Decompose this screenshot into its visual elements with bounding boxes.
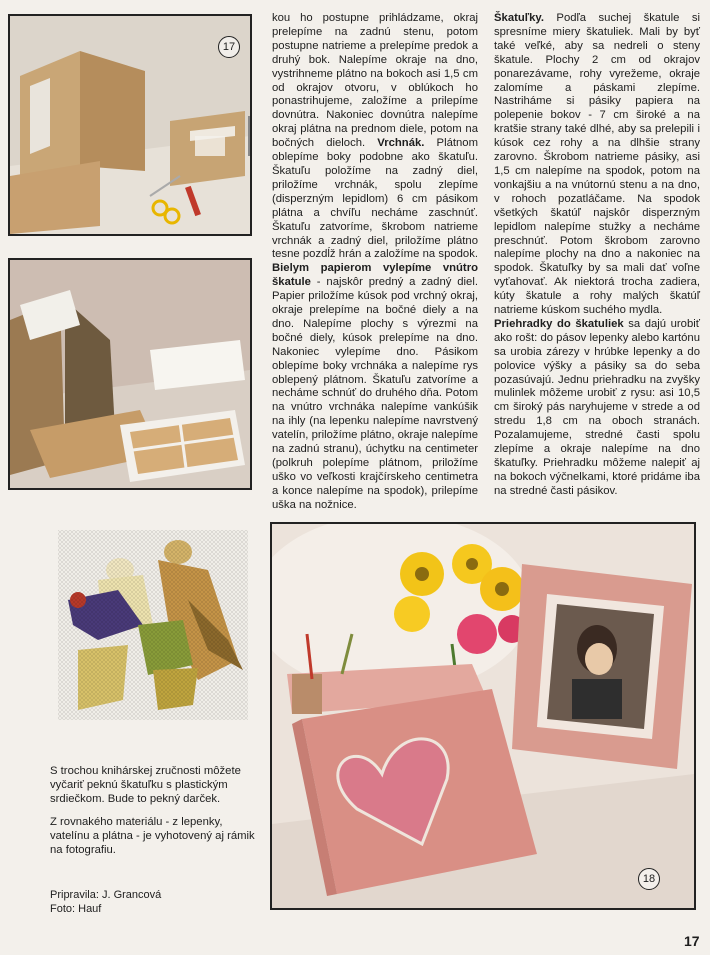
article-text: - najskôr predný a zadný diel. Papier priložíme kúsok pod vrchný okraj, okraje prelepíme na bočné diely a na dno. Nalepíme plochy s výrezmi na bočné diely, kúsok prelepíme na dno. Nakoniec vylepíme dno. Pásikom oblepíme boky vrchnáka a nalepíme rys oblepený plátnom. Škatuľu zatvoríme a necháme schnúť do druhého dňa. Potom na vnútro vrchnáka nalepíme vankúšik na ihly (na lepenku nalepíme navrstvený vatelín, priložíme plátno, okraje nalepíme na zadnú stranu), úchytku na centimeter (polkruh polepíme plátnom, priložíme uško vo veľkosti krajčírskeho centimetra a konce nalepíme na spodok), prilepíme uška na nožnice. — [272, 276, 478, 511]
photo-number-badge: 18 — [638, 868, 660, 890]
photo-box-assembly — [8, 258, 252, 490]
caption-paragraph: S trochou knihárskej zručnosti môžete vyčariť peknú škatuľku s plastickým srdiečkom. Bude to pekný darček. — [50, 765, 241, 806]
section-heading-boxes: Škatuľky. — [494, 12, 544, 24]
article-text: Podľa suchej škatule si spresníme miery škatuliek. Mali by byť také veľké, aby sa nedreli o steny škatule. Plochy 2 cm od okrajov ponarezávame, rohy vyrežeme, okraje zalomíme a páskami zlepíme. Nastriháme si pásiky papiera na polepenie bokov - 7 cm široké a na kratšie strany také dlhé, aby sa prelepili i kúsok cez rohy a na dlhšie strany zarovno. Škrobom natrieme pásiky, asi 1,5 cm nalepíme na spodok, potom na vonkajšiu a na vnútornú stenu a na dno, v rohoch pozatláčame. Na spodok všetkých škatúľ najskôr disperzným lepidlom nalepíme stužky a necháme preschnúť. Potom škrobom zarovno nalepíme plochy na dno a nakoniec na spodok. Škatuľky by sa mali dať voľne vyťahovať. Ak niektorá trocha zadiera, kúty škatule a rohy malých škatúľ natrieme kúskom suchého mydla. — [494, 12, 700, 317]
article-column-right — [494, 12, 700, 499]
photo-number-badge: 17 — [218, 36, 240, 58]
credits-photo: Foto: Hauf — [50, 903, 102, 915]
article-column-middle — [272, 12, 478, 513]
caption-paragraph: Z rovnakého materiálu - z lepenky, vatelínu a plátna - je vyhotovený aj rámik na fotografiu. — [50, 815, 255, 857]
section-heading-interior: Bielym papierom vylepíme vnútro škatule — [272, 262, 478, 289]
photo-cardboard-cutting — [8, 14, 252, 236]
section-heading-lid: Vrchnák. — [377, 137, 425, 150]
article-text: Plátnom oblepíme boky podobne ako škatuľu. Škatuľu položíme na zadný diel, priložíme vrchnák, spolu zlepíme (disperzným lepidlom) 6 cm pásikom plátna a chvíľu necháme zaschnúť. Škatuľu zatvoríme, škrobom natrieme vrchnák a zadný diel, priložíme plátno tesne pozdĺž hrán a založíme na spodok. — [272, 137, 478, 261]
credits — [50, 888, 161, 916]
credits-author: Pripravila: J. Grancová — [50, 889, 162, 901]
section-heading-dividers: Priehradky do škatuliek — [494, 317, 624, 330]
page-number: 17 — [684, 933, 700, 949]
cross-stitch-bird-motif — [58, 530, 248, 720]
article-text: kou ho postupne prihládzame, okraj prelepíme na zadnú stenu, potom postupne natrieme a prelepíme predok a druhý bok. Nalepíme okraje na dno, vystrihneme plátno na bokoch asi 1,5 cm od okrajov otvoru, v oblúkoch ho ponastrihujeme, založíme a prilepíme dovnútra. Nakoniec dovnútra nalepíme okraj plátna na prednom diele, potom na bočných dieloch. — [272, 12, 478, 150]
photo-caption — [50, 764, 260, 865]
article-text: sa dajú urobiť ako rošt: do pásov lepenky alebo kartónu sa urobia zárezy v hrúbke lepenky a do polovice výšky a pásiky sa do seba pozasúvajú. Jednu priehradku na zvyšky mulinlek môžeme urobiť z rysu: asi 10,5 cm široký pás naryhujeme v strede a od stredu 1,8 cm na oboch stranách. Pozalamujeme, stredné časti spolu zlepíme a okraje nalepíme na dno škatuľky. Priehradku môžeme nalepiť aj na bokoch výčnelkami, ktoré pridáme iba na stredné časti pásikov. — [494, 317, 700, 497]
photo-finished-box-and-frame — [270, 522, 696, 910]
